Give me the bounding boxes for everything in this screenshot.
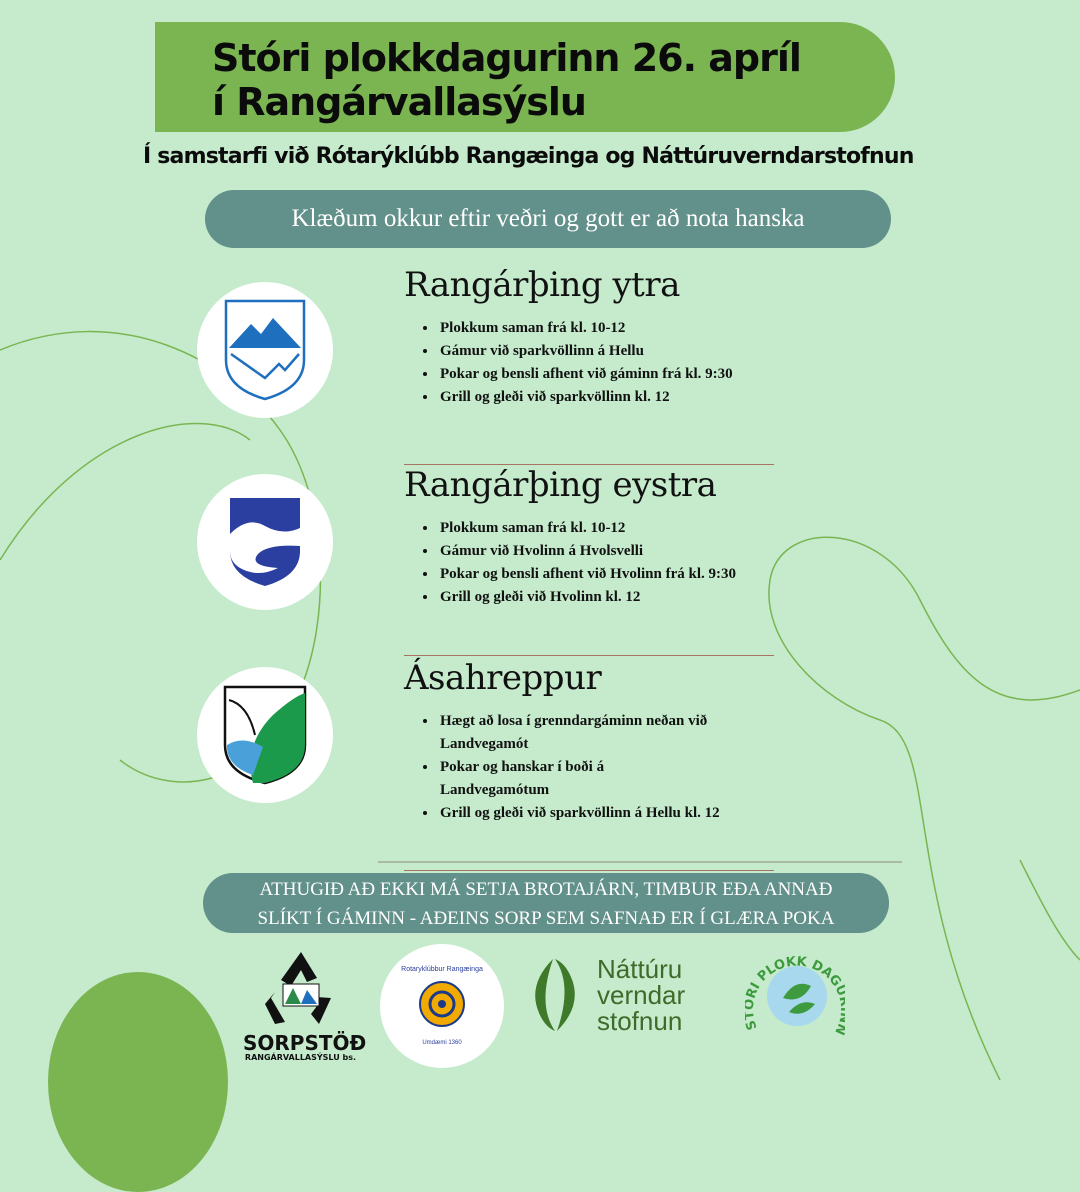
recycle-icon: [261, 948, 341, 1028]
waste-notice-line-1: ATHUGIÐ AÐ EKKI MÁ SETJA BROTAJÁRN, TIMBUR EÐA ANNAÐ: [259, 879, 833, 900]
list-item: • Plokkum saman frá kl. 10-12: [438, 317, 784, 340]
weather-notice: Klæðum okkur eftir veðri og gott er að nota hanska: [205, 190, 891, 248]
stori-plokk-dagurinn-logo: [745, 938, 845, 1048]
sorpstod-sub: RANGÁRVALLASÝSLU bs.: [244, 1053, 357, 1062]
plokk-text: S RI PLOKK DAG: [745, 954, 844, 1032]
rangarthing-eystra-crest-icon: [197, 474, 333, 610]
list-item: • Gámur við sparkvöllinn á Hellu: [438, 340, 784, 363]
list-item: • Gámur við Hvolinn á Hvolsvelli: [438, 540, 784, 563]
natturu-line-1: Náttúru: [597, 954, 683, 984]
rotary-logo: [380, 944, 504, 1068]
list-item: • Pokar og bensli afhent við Hvolinn frá kl. 9:30: [438, 563, 738, 586]
leaf-icon: [525, 955, 585, 1035]
list-item: • Pokar og hanskar í boði á Landvegamótum: [438, 756, 688, 802]
plokk-badge-icon: [745, 938, 845, 1048]
rotary-name: Rotaryklúbbur Rangæinga: [401, 966, 483, 973]
rangarthing-ytra-crest-icon: [197, 282, 333, 418]
section-rangarthing-ytra: [404, 265, 784, 409]
section-heading: Ásahreppur: [404, 658, 602, 698]
asahreppur-crest-icon: [197, 667, 333, 803]
list-item: • Hægt að losa í grenndargáminn neðan við Landvegamót: [438, 710, 728, 756]
list-item: • Grill og gleði við sparkvöllinn kl. 12: [438, 386, 784, 409]
decorative-green-circle: [48, 972, 228, 1192]
section-heading: Rangárþing eystra: [404, 465, 717, 505]
rotary-sub: Umdæmi 1360: [422, 1040, 462, 1046]
sorpstod-name: SORPSTÖÐ: [243, 1031, 367, 1055]
list-item: • Grill og gleði við sparkvöllinn á Hellu kl. 12: [438, 802, 728, 825]
page-title: [212, 36, 801, 124]
natturu-line-2: verndar: [597, 980, 686, 1010]
subtitle: Í samstarfi við Rótarýklúbb Rangæinga og Náttúruverndarstofnun: [143, 144, 914, 169]
list-item: • Plokkum saman frá kl. 10-12: [438, 517, 784, 540]
waste-notice: [203, 873, 889, 933]
natturu-line-3: stofnun: [597, 1006, 683, 1036]
sorpstod-logo: [243, 948, 367, 1063]
section-rangarthing-eystra: [404, 465, 784, 609]
divider: [404, 870, 774, 871]
section-heading: Rangárþing ytra: [404, 265, 680, 305]
list-item: • Grill og gleði við Hvolinn kl. 12: [438, 586, 784, 609]
list-item: • Pokar og bensli afhent við gáminn frá kl. 9:30: [438, 363, 738, 386]
section-asahreppur: [404, 658, 784, 825]
title-line-1: Stóri plokkdagurinn 26. apríl: [212, 36, 801, 80]
divider: [404, 655, 774, 656]
rotary-wheel-icon: [417, 979, 467, 1029]
title-line-2: í Rangárvallasýslu: [212, 80, 586, 124]
natturuverndarstofnun-logo: [525, 955, 685, 1035]
waste-notice-line-2: SLÍKT Í GÁMINN - AÐEINS SORP SEM SAFNAÐ ER Í GLÆRA POKA: [257, 908, 835, 929]
